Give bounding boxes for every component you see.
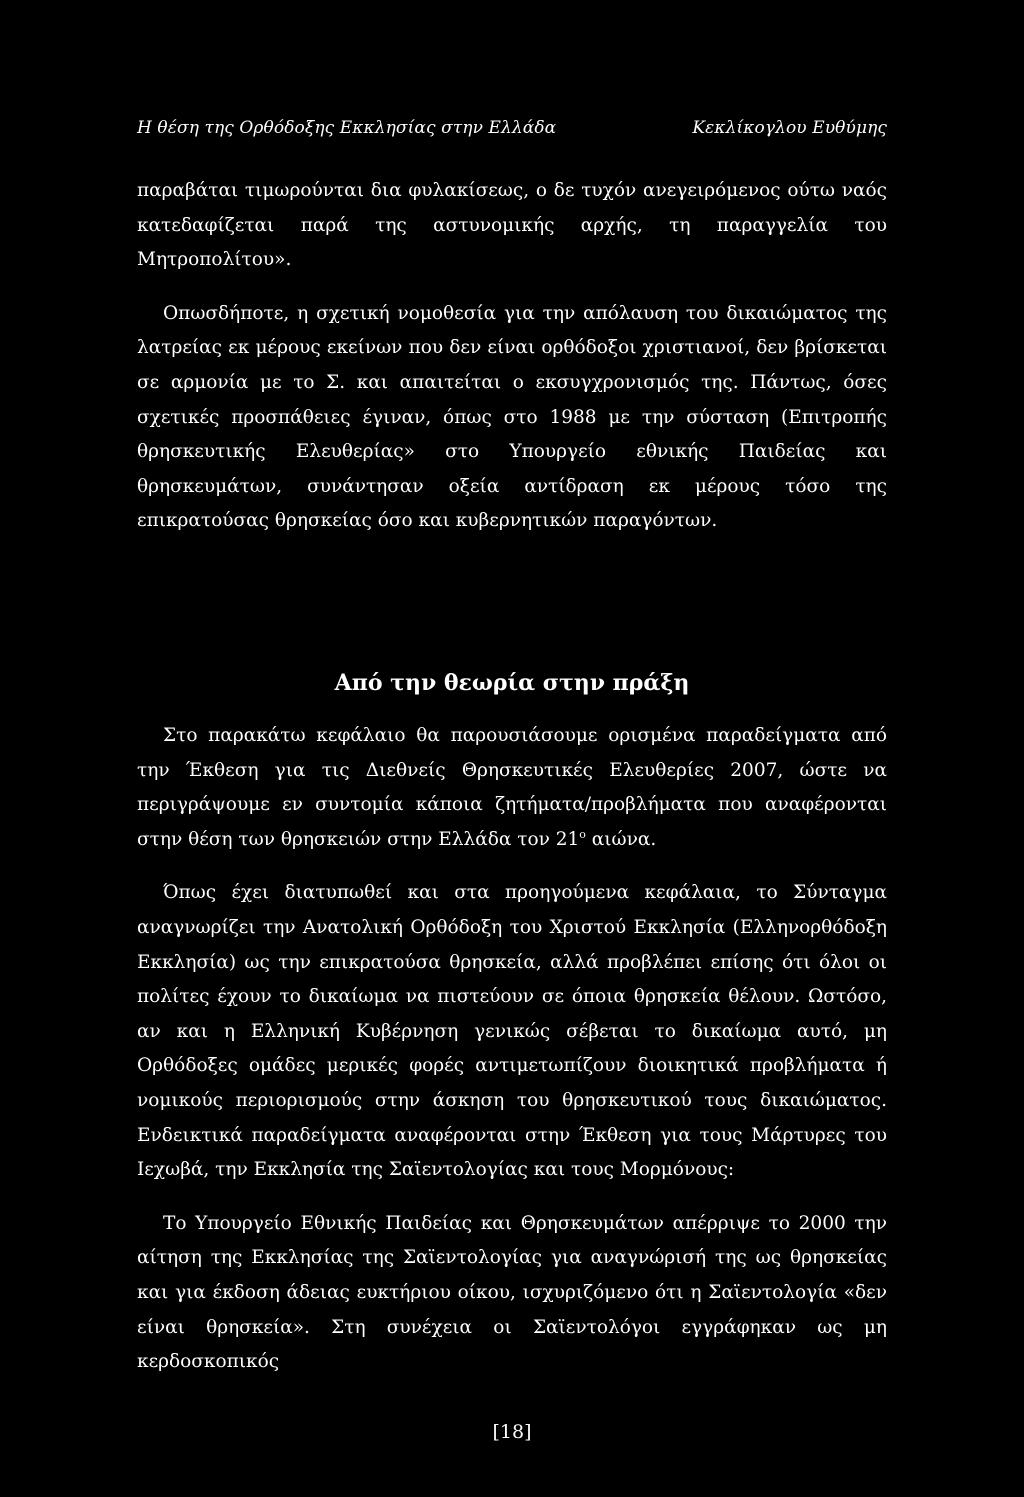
paragraph-text: Στο παρακάτω κεφάλαιο θα παρουσιάσουμε ορισμένα παραδείγματα από την Έκθεση για τις Διεθνείς Θρησκευτικές Ελευθερίες 2007, ώστε να περιγράψουμε εν συντομία κάποια ζητήματα/προβλήματα που αναφέρονται στην θέση των θρησκειών στην Ελλάδα τον 21 — [137, 725, 887, 850]
page-number: [18] — [492, 1421, 532, 1443]
section-heading: Από την θεωρία στην πράξη — [334, 670, 690, 696]
header-title: Η θέση της Ορθόδοξης Εκκλησίας στην Ελλάδα — [137, 118, 557, 138]
body-paragraphs-top — [137, 174, 887, 539]
paragraph — [137, 719, 887, 857]
paragraph: Όπως έχει διατυπωθεί και στα προηγούμενα κεφάλαια, το Σύνταγμα αναγνωρίζει την Ανατολική Ορθόδοξη του Χριστού Εκκλησία (Ελληνορθόδοξη Εκκλησία) ως την επικρατούσα θρησκεία, αλλά προβλέπει επίσης ότι όλοι οι πολίτες έχουν το δικαίωμα να πιστεύουν σε όποια θρησκεία θέλουν. Ωστόσο, αν και η Ελληνική Κυβέρνηση γενικώς σέβεται το δικαίωμα αυτό, μη Ορθόδοξες ομάδες μερικές φορές αντιμετωπίζουν διοικητικά προβλήματα ή νομικούς περιορισμούς στην άσκηση του θρησκευτικού τους δικαιώματος. Ενδεικτικά παραδείγματα αναφέρονται στην Έκθεση για τους Μάρτυρες του Ιεχωβά, την Εκκλησία της Σαϊεντολογίας και τους Μορμόνους: — [137, 882, 887, 1181]
ordinal-superscript: ο — [579, 827, 586, 841]
section-body — [137, 719, 887, 1380]
paragraph: Οπωσδήποτε, η σχετική νομοθεσία για την απόλαυση του δικαιώματος της λατρείας εκ μέρους εκείνων που δεν είναι ορθόδοξοι χριστιανοί, δεν βρίσκεται σε αρμονία με το Σ. και απαιτείται ο εκσυγχρονισμός της. Πάντως, όσες σχετικές προσπάθειες έγιναν, όπως στο 1988 με την σύσταση (Επιτροπής θρησκευτικής Ελευθερίας» στο Υπουργείο εθνικής Παιδείας και θρησκευμάτων, συνάντησαν οξεία αντίδραση εκ μέρους τόσο της επικρατούσας θρησκείας όσο και κυβερνητικών παραγόντων. — [137, 302, 887, 532]
paragraph-text-end: αιώνα. — [585, 828, 657, 850]
running-header — [137, 118, 887, 142]
header-author: Κεκλίκογλου Ευθύμης — [692, 118, 887, 138]
paragraph: παραβάται τιμωρούνται δια φυλακίσεως, ο δε τυχόν ανεγειρόμενος ούτω ναός κατεδαφίζεται παρά της αστυνομικής αρχής, τη παραγγελία του Μητροπολίτου». — [137, 180, 887, 271]
quoted-paragraph: Το Υπουργείο Εθνικής Παιδείας και Θρησκευμάτων απέρριψε το 2000 την αίτηση της Εκκλησίας της Σαϊεντολογίας για αναγνώρισή της ως θρησκείας και για έκδοση άδειας ευκτήριου οίκου, ισχυριζόμενο ότι η Σαϊεντολογία «δεν είναι θρησκεία». Στη συνέχεια οι Σαϊεντολόγοι εγγράφηκαν ως μη κερδοσκοπικός — [137, 1212, 887, 1373]
